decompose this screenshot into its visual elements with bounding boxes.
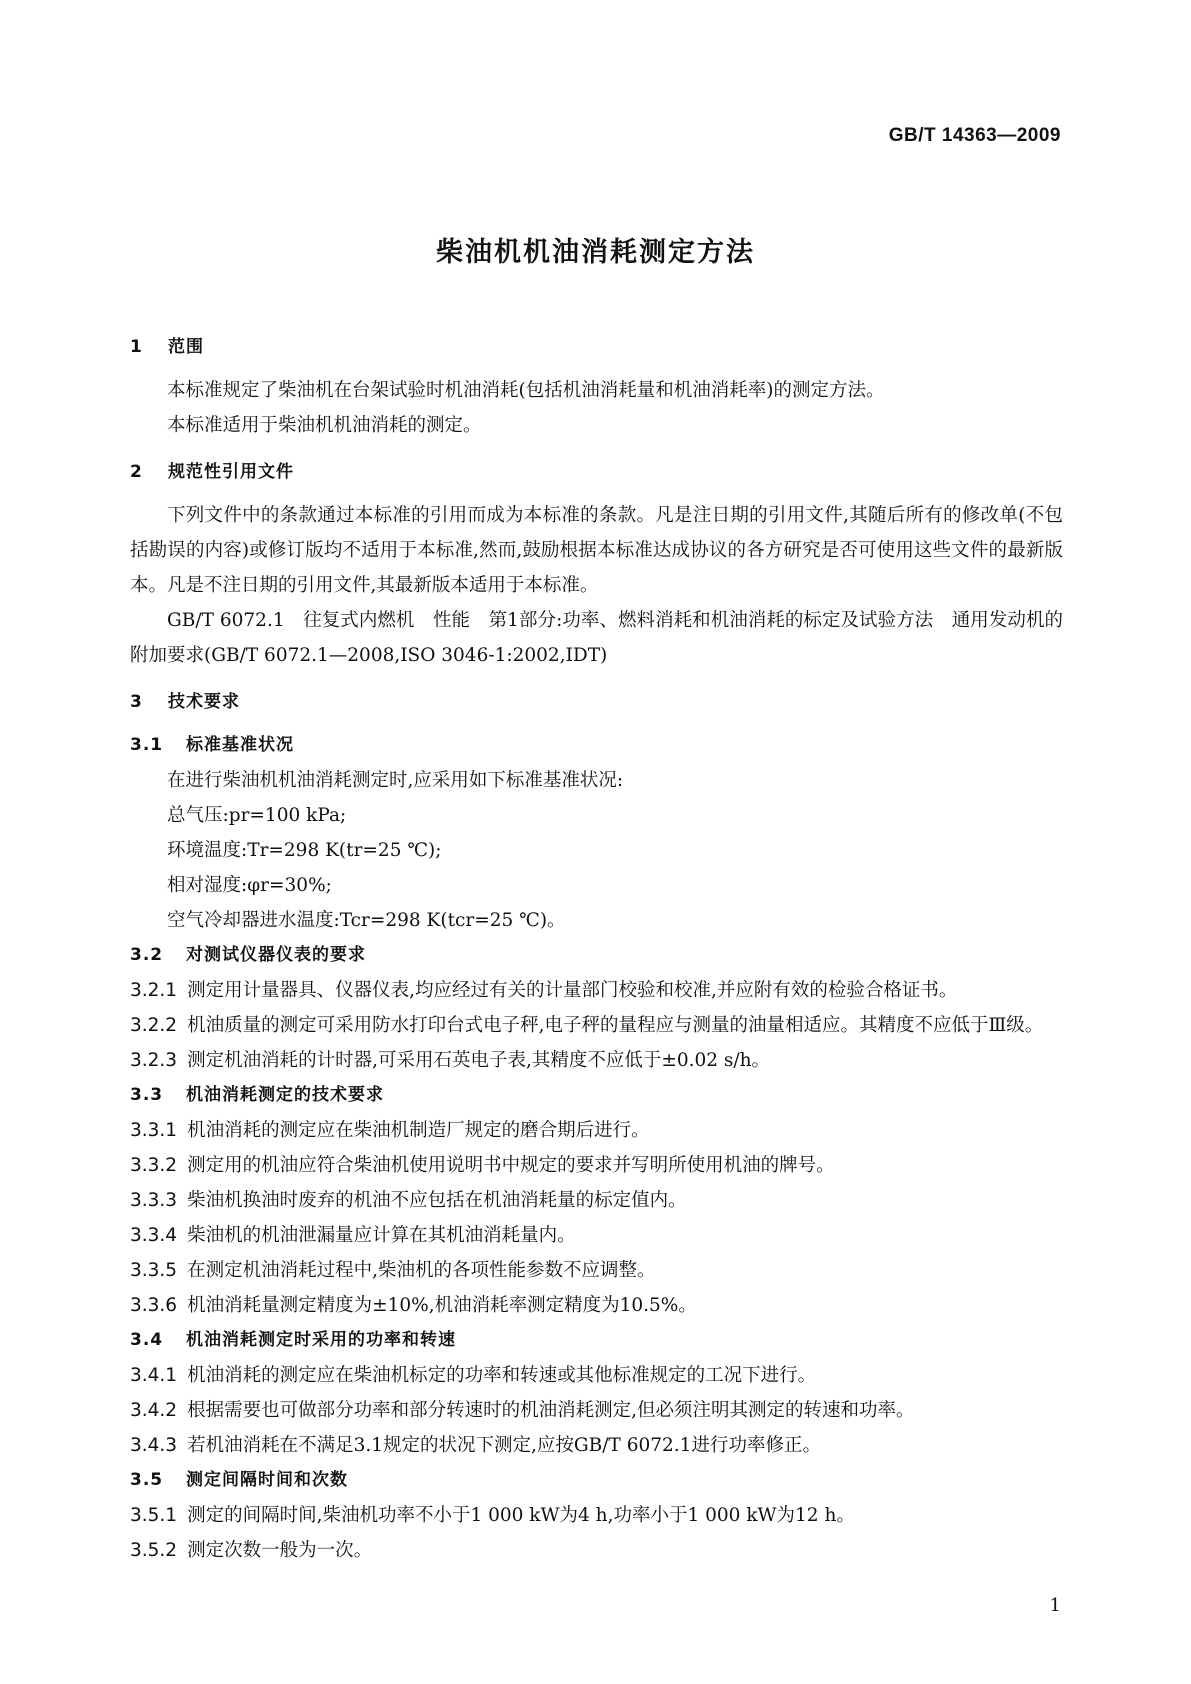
section-number: 2 <box>130 462 143 482</box>
clause-text: 测定次数一般为一次。 <box>187 1540 373 1561</box>
condition-line: 环境温度:Tr=298 K(tr=25 ℃); <box>167 840 442 861</box>
subsection-title: 对测试仪器仪表的要求 <box>186 945 366 965</box>
clause-number: 3.5.2 <box>130 1540 178 1561</box>
paragraph: 在进行柴油机机油消耗测定时,应采用如下标准基准状况: <box>167 770 624 791</box>
clause <box>130 1253 1063 1288</box>
section-number: 3 <box>130 692 143 712</box>
clause-number: 3.3.3 <box>130 1190 178 1211</box>
section-3-heading <box>130 685 1063 720</box>
subsection-title: 测定间隔时间和次数 <box>186 1470 348 1490</box>
subsection-3-1-heading <box>130 728 1063 763</box>
clause-number: 3.4.2 <box>130 1400 178 1421</box>
clause-text: 根据需要也可做部分功率和部分转速时的机油消耗测定,但必须注明其测定的转速和功率。 <box>187 1400 915 1421</box>
clause-number: 3.4.3 <box>130 1435 178 1456</box>
clause-number: 3.5.1 <box>130 1505 178 1526</box>
clause <box>130 1498 1063 1533</box>
page-number: 1 <box>1049 1595 1061 1616</box>
section-1-heading <box>130 330 1063 365</box>
clause <box>130 1358 1063 1393</box>
clause <box>130 1148 1063 1183</box>
condition-line: 总气压:pr=100 kPa; <box>167 805 347 826</box>
clause-text: 机油消耗的测定应在柴油机制造厂规定的磨合期后进行。 <box>187 1120 650 1141</box>
clause-text: 测定用的机油应符合柴油机使用说明书中规定的要求并写明所使用机油的牌号。 <box>187 1155 835 1176</box>
clause <box>130 1008 1063 1043</box>
clause <box>130 1428 1063 1463</box>
reference-entry: GB/T 6072.1 往复式内燃机 性能 第1部分:功率、燃料消耗和机油消耗的标定及试验方法 通用发动机的附加要求(GB/T 6072.1—2008,ISO 3046-1:2002,IDT) <box>130 610 1063 666</box>
document-title: 柴油机机油消耗测定方法 <box>436 237 755 268</box>
condition-line: 空气冷却器进水温度:Tcr=298 K(tcr=25 ℃)。 <box>167 910 566 931</box>
clause <box>130 1043 1063 1078</box>
clause-text: 测定用计量器具、仪器仪表,均应经过有关的计量部门校验和校准,并应附有效的检验合格证书。 <box>187 980 958 1001</box>
subsection-title: 机油消耗测定的技术要求 <box>186 1085 384 1105</box>
clause-text: 柴油机的机油泄漏量应计算在其机油消耗量内。 <box>187 1225 576 1246</box>
clause-number: 3.2.3 <box>130 1050 178 1071</box>
subsection-title: 机油消耗测定时采用的功率和转速 <box>186 1330 456 1350</box>
subsection-title: 标准基准状况 <box>186 735 294 755</box>
clause-text: 若机油消耗在不满足3.1规定的状况下测定,应按GB/T 6072.1进行功率修正。 <box>187 1435 821 1456</box>
subsection-number: 3.3 <box>130 1085 164 1105</box>
clause <box>130 973 1063 1008</box>
clause <box>130 1393 1063 1428</box>
clause-number: 3.3.2 <box>130 1155 178 1176</box>
paragraph: 本标准适用于柴油机机油消耗的测定。 <box>167 415 482 436</box>
section-title: 技术要求 <box>168 692 240 712</box>
clause-number: 3.2.1 <box>130 980 178 1001</box>
document-body <box>130 318 1063 1568</box>
clause-text: 柴油机换油时废弃的机油不应包括在机油消耗量的标定值内。 <box>187 1190 687 1211</box>
clause-text: 机油消耗量测定精度为±10%,机油消耗率测定精度为10.5%。 <box>187 1295 697 1316</box>
section-title: 规范性引用文件 <box>168 462 294 482</box>
clause-number: 3.3.4 <box>130 1225 178 1246</box>
clause-number: 3.3.6 <box>130 1295 178 1316</box>
subsection-number: 3.2 <box>130 945 164 965</box>
section-title: 范围 <box>168 337 204 357</box>
clause <box>130 1533 1063 1568</box>
clause-number: 3.2.2 <box>130 1015 178 1036</box>
clause-text: 测定机油消耗的计时器,可采用石英电子表,其精度不应低于±0.02 s/h。 <box>187 1050 771 1071</box>
section-number: 1 <box>130 337 143 357</box>
subsection-number: 3.4 <box>130 1330 164 1350</box>
subsection-number: 3.5 <box>130 1470 164 1490</box>
clause-text: 测定的间隔时间,柴油机功率不小于1 000 kW为4 h,功率小于1 000 kW为12 h。 <box>187 1505 855 1526</box>
clause <box>130 1183 1063 1218</box>
paragraph: 下列文件中的条款通过本标准的引用而成为本标准的条款。凡是注日期的引用文件,其随后所有的修改单(不包括勘误的内容)或修订版均不适用于本标准,然而,鼓励根据本标准达成协议的各方研究是否可使用这些文件的最新版本。凡是不注日期的引用文件,其最新版本适用于本标准。 <box>130 505 1063 596</box>
subsection-3-3-heading <box>130 1078 1063 1113</box>
standard-code: GB/T 14363—2009 <box>888 125 1061 146</box>
clause <box>130 1218 1063 1253</box>
subsection-number: 3.1 <box>130 735 164 755</box>
clause-text: 机油消耗的测定应在柴油机标定的功率和转速或其他标准规定的工况下进行。 <box>187 1365 817 1386</box>
subsection-3-4-heading <box>130 1323 1063 1358</box>
section-2-heading <box>130 455 1063 490</box>
paragraph: 本标准规定了柴油机在台架试验时机油消耗(包括机油消耗量和机油消耗率)的测定方法。 <box>167 380 885 401</box>
subsection-3-2-heading <box>130 938 1063 973</box>
clause <box>130 1113 1063 1148</box>
clause-number: 3.3.1 <box>130 1120 178 1141</box>
clause-text: 在测定机油消耗过程中,柴油机的各项性能参数不应调整。 <box>187 1260 656 1281</box>
clause <box>130 1288 1063 1323</box>
clause-text: 机油质量的测定可采用防水打印台式电子秤,电子秤的量程应与测量的油量相适应。其精度不应低于Ⅲ级。 <box>187 1015 1044 1036</box>
subsection-3-5-heading <box>130 1463 1063 1498</box>
condition-line: 相对湿度:φr=30%; <box>167 875 332 896</box>
clause-number: 3.4.1 <box>130 1365 178 1386</box>
clause-number: 3.3.5 <box>130 1260 178 1281</box>
